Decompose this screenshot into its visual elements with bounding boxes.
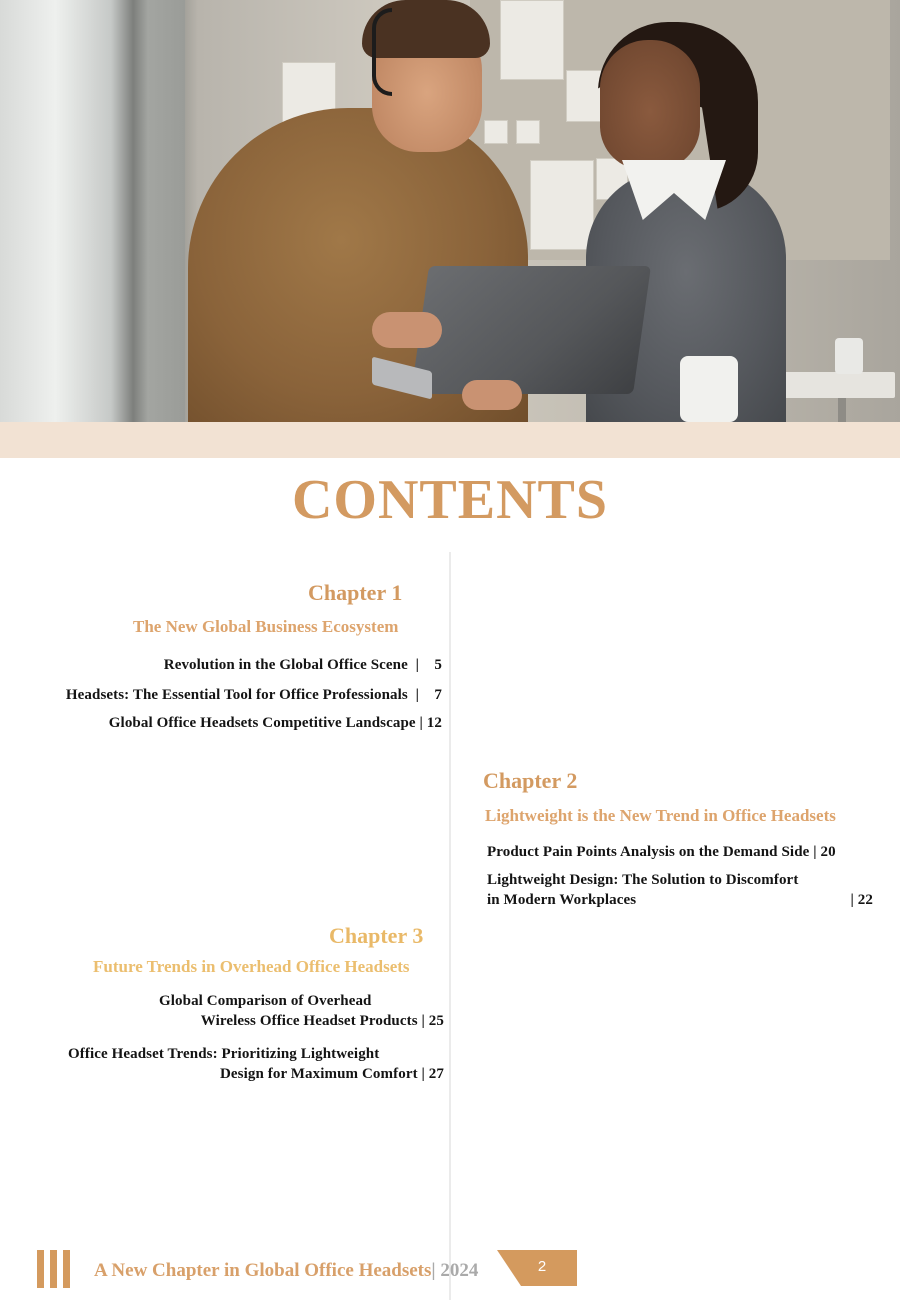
toc-entry[interactable] [201,1011,444,1031]
toc-entry[interactable] [159,991,372,1011]
toc-separator: | [415,657,419,673]
toc-entry-title: Office Headset Trends: Prioritizing Lightweight [68,1046,380,1062]
toc-entry-title: in Modern Workplaces [487,892,637,908]
column-divider [449,552,451,1300]
toc-entry[interactable] [487,870,873,910]
page-number: 2 [537,1258,547,1275]
footer-bar-decoration [63,1250,70,1288]
toc-entry-title: Lightweight Design: The Solution to Discomfort [487,872,799,888]
footer-title-text: A New Chapter in Global Office Headsets [94,1260,432,1281]
toc-entry-page: 5 [434,657,442,673]
header-band [0,422,900,458]
chapter-number: Chapter 2 [483,768,578,793]
toc-entry[interactable] [68,1044,379,1064]
toc-separator: | [421,1066,425,1082]
footer-year: | 2024 [431,1260,479,1281]
page-title: CONTENTS [291,469,609,531]
footer-title [94,1260,478,1282]
toc-entry[interactable] [164,655,442,675]
toc-entry[interactable] [220,1064,444,1084]
footer-bar-decoration [50,1250,57,1288]
toc-separator: | [850,892,854,908]
toc-entry-title: Headsets: The Essential Tool for Office Professionals [65,687,408,703]
toc-separator: | [813,844,817,860]
toc-entry-title: Global Office Headsets Competitive Landscape [108,715,416,731]
toc-entry[interactable] [66,685,442,705]
chapter-subtitle: Future Trends in Overhead Office Headsets [93,957,410,976]
toc-entry[interactable] [487,842,836,862]
toc-entry-page: 7 [434,687,442,703]
toc-separator: | [419,715,423,731]
chapter-subtitle: The New Global Business Ecosystem [133,617,399,636]
toc-separator: | [415,687,419,703]
hero-photo [0,0,900,422]
toc-entry-title: Design for Maximum Comfort [219,1066,418,1082]
toc-entry-page: 12 [426,715,442,731]
footer-bar-decoration [37,1250,44,1288]
toc-entry-page: 25 [428,1013,444,1029]
toc-entry-page: 27 [428,1066,444,1082]
toc-entry-page: 20 [820,844,836,860]
toc-entry-title: Product Pain Points Analysis on the Demand Side [487,844,810,860]
chapter-subtitle: Lightweight is the New Trend in Office Headsets [485,806,836,825]
toc-entry-title: Global Comparison of Overhead [159,993,372,1009]
toc-entry[interactable] [109,713,442,733]
toc-entry-title: Wireless Office Headset Products [200,1013,418,1029]
toc-separator: | [421,1013,425,1029]
toc-entry-title: Revolution in the Global Office Scene [163,657,408,673]
chapter-number: Chapter 1 [308,580,403,605]
chapter-number: Chapter 3 [329,923,424,948]
toc-entry-page: 22 [857,892,873,908]
